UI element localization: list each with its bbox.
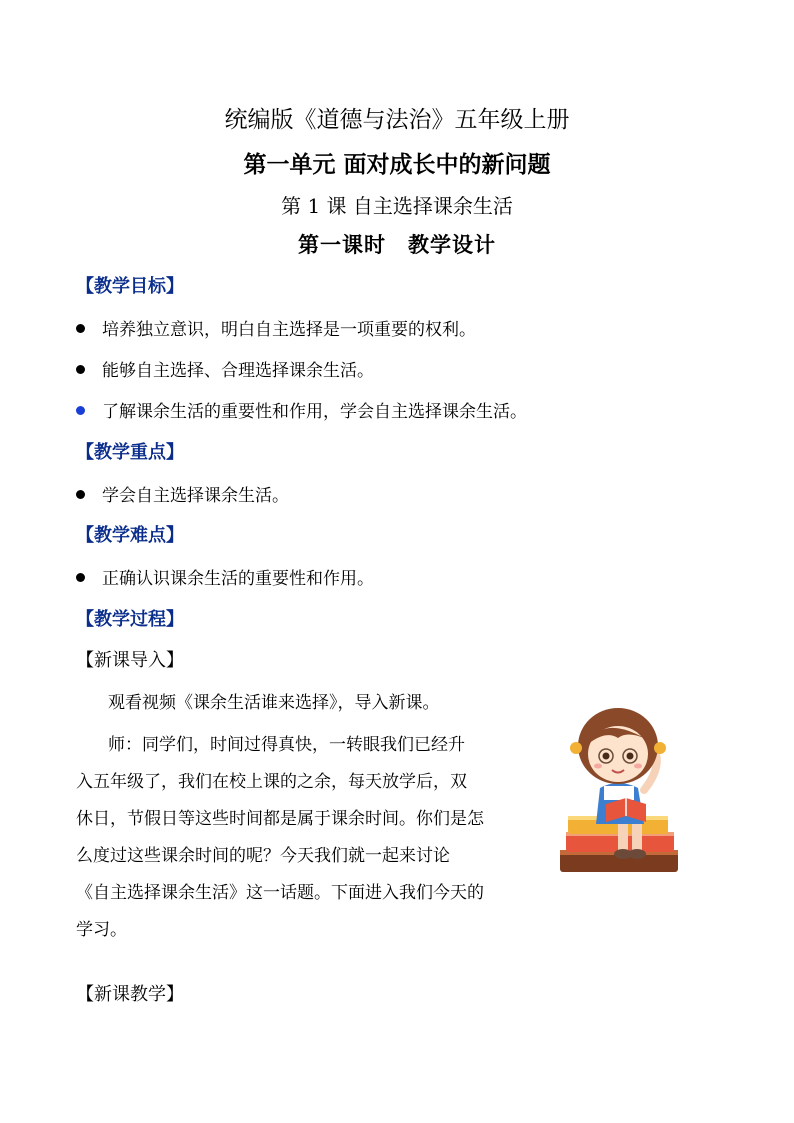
objective-text: 了解课余生活的重要性和作用，学会自主选择课余生活。 <box>102 402 527 422</box>
objective-item <box>76 356 374 381</box>
objective-item <box>76 315 476 340</box>
girl-reading-on-books-illustration <box>548 700 688 890</box>
session-title <box>0 229 794 259</box>
bullet-dot-icon <box>76 324 85 333</box>
difficulty-item <box>76 564 374 589</box>
intro-line: 观看视频《课余生活谁来选择》，导入新课。 <box>108 693 440 713</box>
paragraph-line: 《自主选择课余生活》这一话题。下面进入我们今天的 <box>76 883 484 903</box>
key-point-item <box>76 481 289 506</box>
lesson-title: 第 1 课 自主选择课余生活 <box>281 194 513 218</box>
unit-title: 第一单元 面对成长中的新问题 <box>243 152 551 178</box>
bullet-dot-icon <box>76 406 85 415</box>
objective-text: 能够自主选择、合理选择课余生活。 <box>102 361 374 381</box>
process-heading: 【教学过程】 <box>76 609 184 630</box>
objective-item <box>76 397 527 422</box>
intro-heading: 【新课导入】 <box>76 650 184 671</box>
session-title-part2: 教学设计 <box>408 232 496 257</box>
bullet-dot-icon <box>76 573 85 582</box>
paragraph-line: 入五年级了，我们在校上课的之余，每天放学后，双 <box>76 772 467 792</box>
paragraph-line: 学习。 <box>76 920 127 940</box>
key-points-heading: 【教学重点】 <box>76 442 184 463</box>
bullet-dot-icon <box>76 490 85 499</box>
key-point-text: 学会自主选择课余生活。 <box>102 486 289 506</box>
paragraph-line: 么度过这些课余时间的呢？今天我们就一起来讨论 <box>76 846 450 866</box>
session-title-part1: 第一课时 <box>298 232 386 257</box>
difficulties-heading: 【教学难点】 <box>76 525 184 546</box>
paragraph-line: 师：同学们，时间过得真快，一转眼我们已经升 <box>108 735 465 755</box>
difficulty-text: 正确认识课余生活的重要性和作用。 <box>102 569 374 589</box>
teacher-paragraph <box>76 727 516 949</box>
objectives-heading: 【教学目标】 <box>76 276 184 297</box>
bullet-dot-icon <box>76 365 85 374</box>
objective-text: 培养独立意识，明白自主选择是一项重要的权利。 <box>102 320 476 340</box>
teaching-heading: 【新课教学】 <box>76 984 184 1005</box>
book-title: 统编版《道德与法治》五年级上册 <box>224 107 570 133</box>
paragraph-line: 休日，节假日等这些时间都是属于课余时间。你们是怎 <box>76 809 484 829</box>
